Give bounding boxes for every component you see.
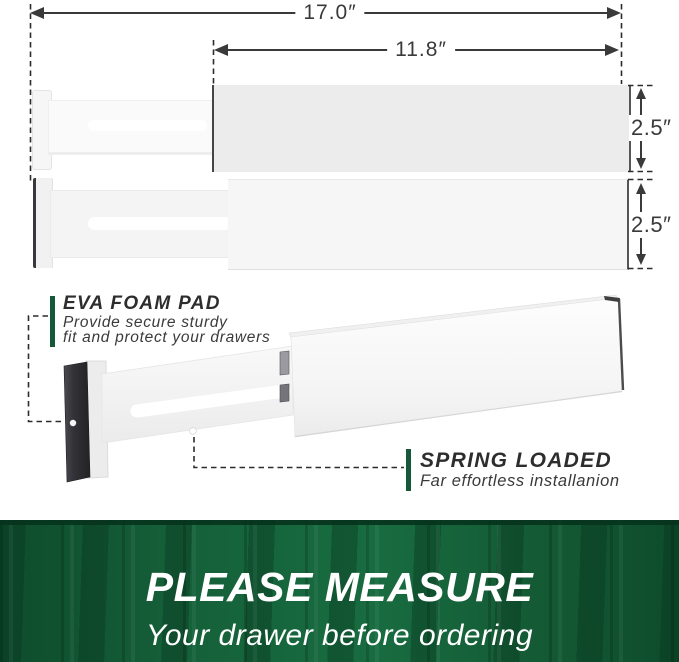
eva-foam-pad-3d [64,362,90,482]
spring-pointer [194,437,404,468]
panel-3d [291,298,622,437]
eva-foam-pointer [29,316,63,422]
divider-bottom-outer-arm [228,179,629,270]
inner-arm-slot-3d [137,391,284,411]
panel-bottom-shade [295,392,622,437]
dim-height-bottom-label: 2.5″ [631,212,672,237]
divider-top-outer-arm [212,85,631,172]
panel-top-face-3d [289,295,618,338]
spring-clip-upper [280,351,289,375]
divider-bottom-slot [88,217,231,230]
foam-pad-highlight [70,420,76,426]
dim-expanded-width-label: 11.8″ [387,38,455,62]
end-cap-3d [86,361,108,478]
banner-title: PLEASE MEASURE [145,564,534,610]
spring-hole-highlight [190,428,197,435]
eva-foam-desc-line1: Provide secure sturdy [63,314,228,331]
eva-foam-description [63,316,270,345]
eva-foam-title: EVA FOAM PAD [63,293,221,314]
inner-arm-3d [102,346,293,443]
spring-clip-lower [280,384,289,402]
spring-title: SPRING LOADED [420,449,612,472]
banner-subtitle: Your drawer before ordering [145,619,534,652]
spring-accent-bar [406,449,411,491]
eva-foam-accent-bar [50,296,55,347]
dim-height-top-label: 2.5″ [631,115,672,140]
panel-corner-edge [604,296,620,302]
divider-top-slot [88,120,207,131]
dim-total-width-label: 17.0″ [295,1,364,25]
panel-right-edge [619,299,623,390]
spring-subtitle: Far effortless installanion [420,472,620,490]
eva-foam-desc-line2: fit and protect your drawers [63,328,271,346]
measure-banner [0,520,679,662]
